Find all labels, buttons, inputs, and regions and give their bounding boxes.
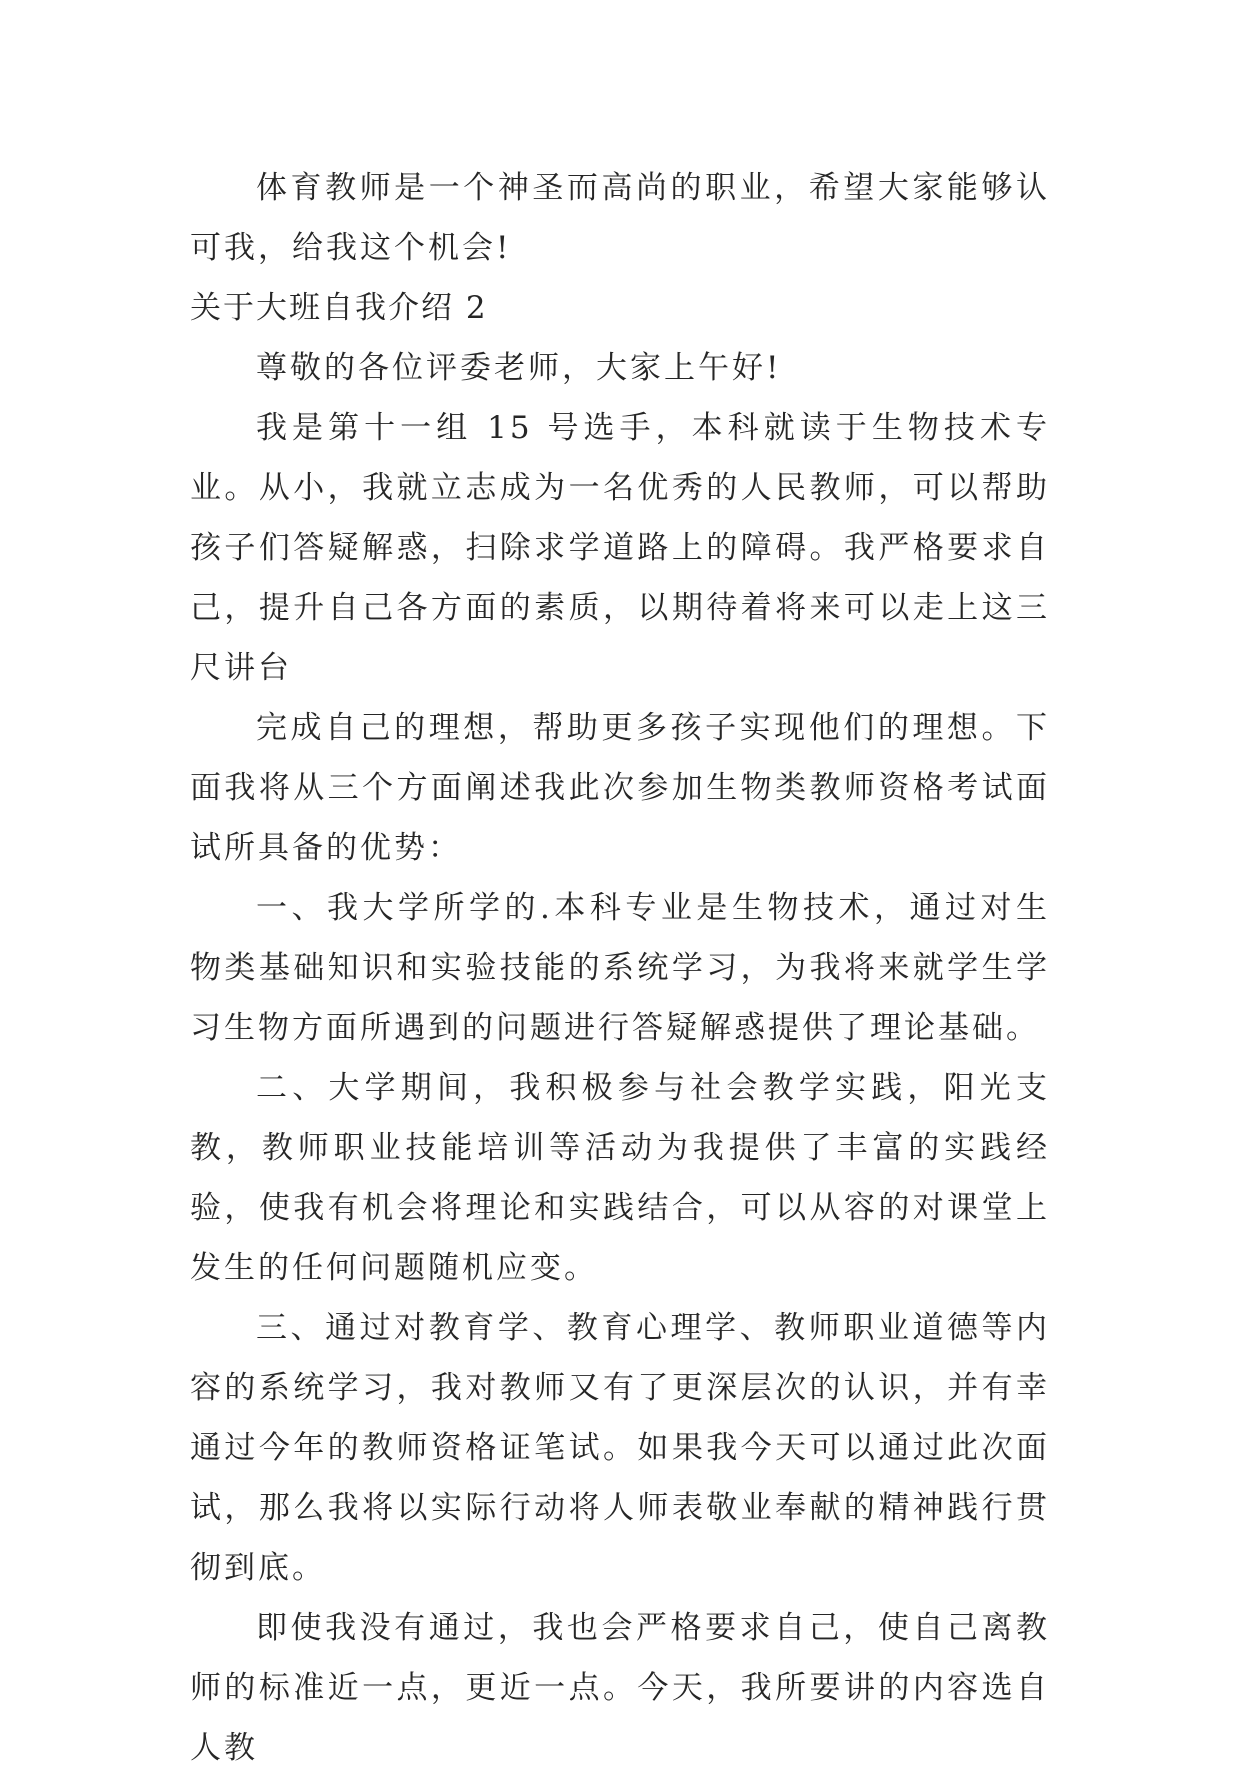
paragraph-advantage-2: 二、大学期间，我积极参与社会教学实践，阳光支教，教师职业技能培训等活动为我提供了丰富的实践经验，使我有机会将理论和实践结合，可以从容的对课堂上发生的任何问题随机应变。: [190, 1070, 1050, 1286]
paragraph-closing: 体育教师是一个神圣而高尚的职业，希望大家能够认可我，给我这个机会!: [190, 170, 1050, 266]
paragraph-goal: 完成自己的理想，帮助更多孩子实现他们的理想。下面我将从三个方面阐述我此次参加生物类教师资格考试面试所具备的优势：: [190, 710, 1050, 866]
paragraph-advantage-1: 一、我大学所学的.本科专业是生物技术，通过对生物类基础知识和实验技能的系统学习，为我将来就学生学习生物方面所遇到的问题进行答疑解惑提供了理论基础。: [190, 890, 1050, 1046]
paragraph-advantage-3: 三、通过对教育学、教育心理学、教师职业道德等内容的系统学习，我对教师又有了更深层次的认识，并有幸通过今年的教师资格证笔试。如果我今天可以通过此次面试，那么我将以实际行动将人师表敬业奉献的精神践行贯彻到底。: [190, 1310, 1050, 1586]
paragraph-greeting: 尊敬的各位评委老师，大家上午好!: [256, 350, 782, 386]
paragraph-commitment: 即使我没有通过，我也会严格要求自己，使自己离教师的标准近一点，更近一点。今天，我所要讲的内容选自人教: [190, 1610, 1050, 1766]
document-body: [190, 158, 1050, 1778]
paragraph-introduction: 我是第十一组 15 号选手，本科就读于生物技术专业。从小，我就立志成为一名优秀的人民教师，可以帮助孩子们答疑解惑，扫除求学道路上的障碍。我严格要求自己，提升自己各方面的素质，以期待着将来可以走上这三尺讲台: [190, 410, 1050, 686]
section-heading: 关于大班自我介绍 2: [190, 290, 488, 326]
